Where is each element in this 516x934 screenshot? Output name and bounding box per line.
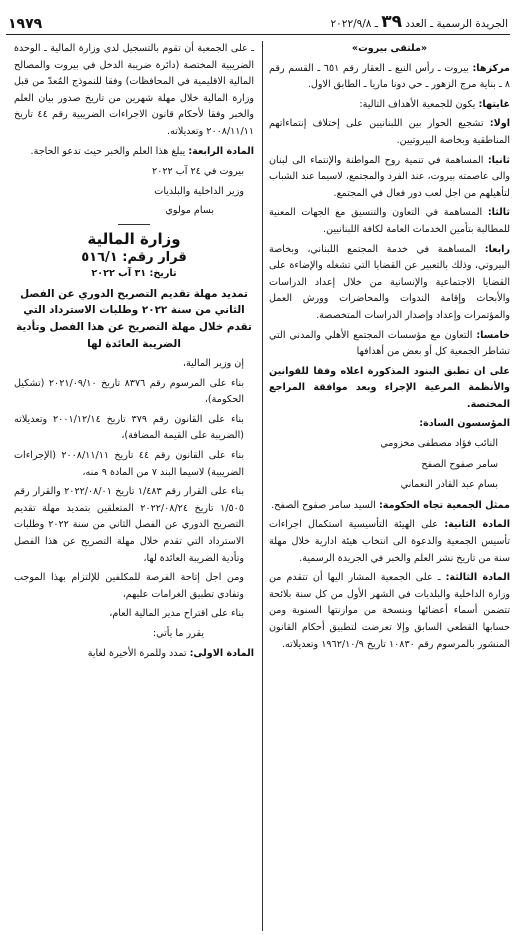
recital: ومن اجل إتاحة الفرصة للمكلفين للإلتزام بهذا الموجب وتفادي تطبيق الغرامات عليهم،: [14, 572, 244, 600]
goal-second-text: المساهمة في تنمية روح المواطنة والإنتماء الى لبنان والى عاصمته بيروت، عند الفرد والمجتمع، لاسيما عند الشباب لتأهيلهم من اجل لعب دور فعال في المجتمع.: [269, 154, 510, 199]
founder-name: النائب فؤاد مصطفى مخزومي: [380, 438, 498, 450]
recital: بناء على المرسوم رقم ٨٣٧٦ تاريخ ٢٠٢١/٠٩/١٠ (تشكيل الحكومة)،: [14, 377, 244, 406]
gazette-issue-info: [331, 12, 508, 32]
issue-date: ـ ٢٠٢٢/٩/٨: [330, 18, 378, 30]
article-one: [14, 646, 254, 663]
gov-rep-paragraph: [269, 498, 510, 515]
decides-line: يقرر ما يأتي:: [152, 628, 204, 639]
compliance-clause: على ان تطبق البنود المذكورة اعلاه وفقا للقوانين والأنظمة المرعية الإجراء وبعد موافقة المراجع المختصة.: [269, 365, 510, 410]
signature-name: بسام مولوي: [165, 205, 214, 217]
page-number: ١٩٧٩: [8, 16, 43, 32]
recital: بناء على القرار رقم ١/٤٨٣ تاريخ ٢٠٢٢/٠٨/٠١ والقرار رقم ١/٥٠٥ تاريخ ٢٠٢٢/٠٨/٢٤ المتعلقين بتمديد مهلة تقديم التصريح الدوري عن الفصل الثاني من سنة ٢٠٢٢ وطلبات الاسترداد التي تقدم خلال مهلة التصريح عن هذا الفصل وتأدية الضريبة العائدة لها،: [14, 486, 244, 564]
goal-first: [269, 116, 510, 149]
issue-number: ٣٩: [381, 12, 402, 32]
goal-second-label: ثانيا:: [487, 154, 510, 166]
gov-rep-text: السيد سامر صفوح الصفح.: [271, 499, 376, 511]
goal-third-label: ثالثا:: [487, 207, 510, 219]
goal-first-text: تشجيع الحوار بين اللبنانيين على إختلاف إنتماءاتهم المناطقية وبخاصة البيروتيين.: [269, 118, 510, 146]
goal-third-text: المساهمة في التعاون والتنسيق مع الجهات المعنية للمطالبة بتأمين الخدمات العامة لكافة اللبنانيين.: [269, 207, 510, 235]
left-column: [14, 41, 262, 931]
hq-text: بيروت ـ رأس النبع ـ العقار رقم ٦٥١ ـ القسم رقم ٨ ـ بناية مرج الزهور ـ حي دونا ماريا ـ الطابق الاول.: [269, 62, 510, 91]
article-three-label: المادة الثالثة:: [445, 572, 510, 584]
association-name: «ملتقى بيروت»: [351, 43, 428, 54]
article-two-text: على الهيئة التأسيسية استكمال اجراءات تأسيس الجمعية والدعوة الى انتخاب هيئة ادارية خلال مهلة سنة من تاريخ نشر العلم والخبر في الجريدة الرسمية.: [269, 519, 510, 564]
hq-paragraph: [269, 61, 510, 94]
goals-label: غايتها:: [478, 98, 510, 110]
decision-number: قرار رقم: ٥١٦/١: [81, 249, 187, 265]
founders-label: المؤسسون السادة:: [419, 418, 510, 430]
page-header: [6, 6, 510, 35]
gov-rep-label: ممثل الجمعية تجاه الحكومة:: [378, 499, 510, 511]
recital: بناء على القانون رقم ٤٤ تاريخ ٢٠٠٨/١١/١١ (الإجراءات الضريبية) لاسيما البند ٧ من المادة ٩ منه،: [14, 450, 244, 478]
founder-name: بسام عبد القادر النعماني: [400, 479, 498, 491]
decision-title: تمديد مهلة تقديم التصريح الدوري عن الفصل الثاني من سنة ٢٠٢٢ وطلبات الاسترداد التي تقدم خلال مهلة التصريح عن هذا الفصل وتأدية الضريبة العائدة لها: [16, 287, 252, 350]
hq-label: مركزها:: [472, 62, 510, 74]
recital: بناء على القانون رقم ٣٧٩ تاريخ ٢٠٠١/١٢/١٤ وتعديلاته (الضريبة على القيمة المضافة)،: [14, 413, 244, 442]
goal-first-label: اولا:: [489, 118, 510, 130]
article-four: [14, 144, 254, 161]
signature-place-date: بيروت في ٢٤ آب ٢٠٢٢: [152, 166, 244, 178]
gazette-name: الجريدة الرسمية ـ العدد: [405, 18, 508, 30]
founder-name: سامر صفوح الصفح: [421, 458, 498, 470]
goals-text: يكون للجمعية الأهداف التالية:: [359, 98, 476, 110]
goal-fifth-text: التعاون مع مؤسسات المجتمع الأهلي والمدني التي تشاطر الجمعية كل أو بعض من أهدافها: [269, 329, 510, 358]
section-divider: [118, 224, 150, 225]
goal-fourth: [269, 242, 510, 325]
article-one-label: المادة الاولى:: [189, 647, 254, 659]
goals-paragraph: [269, 97, 510, 114]
goal-second: [269, 153, 510, 203]
article-three-text: ـ على الجمعية المشار اليها أن تتقدم من وزارة الداخلية والبلديات في الشهر الأول من كل سنة بلائحة تتضمن أسماء أعضائها وبنسخة من موازنتها السنوية ومن حسابها القطعي السابق وإلا تعرضت لتطبيق أحكام القانون المنشور بالمرسوم رقم ١٠٨٣٠ تاريخ ١٩٦٢/١٠/٩ وتعديلاته.: [269, 572, 510, 650]
goal-fourth-label: رابعا:: [484, 243, 510, 255]
goal-fifth: [269, 328, 510, 361]
article-one-text: تمدد وللمرة الأخيرة لغاية: [87, 647, 187, 659]
article-four-text: يبلغ هذا العلم والخبر حيث تدعو الحاجة.: [30, 145, 186, 157]
article-four-label: المادة الرابعة:: [188, 145, 254, 157]
recital: بناء على اقتراح مدير المالية العام،: [109, 608, 244, 620]
article-two: [269, 517, 510, 567]
goal-third: [269, 205, 510, 238]
article-two-label: المادة الثانية:: [444, 519, 510, 531]
ministry-title: وزارة المالية: [87, 229, 181, 248]
signature-title: وزير الداخلية والبلديات: [154, 185, 244, 197]
goal-fifth-label: خامسا:: [476, 329, 510, 341]
decision-date: تاريخ: ٣١ آب ٢٠٢٢: [91, 268, 177, 280]
minister-intro: إن وزير المالية،: [182, 358, 244, 370]
founders-list: [269, 436, 510, 494]
article-three: [269, 570, 510, 653]
right-column: [262, 41, 510, 931]
goal-fourth-text: المساهمة في خدمة المجتمع اللبناني، وبخاصة البيروتي، وذلك بالتعبير عن القضايا التي تشغله والإضاءة على القضايا الاجتماعية والإنسانية من خلال إعداد الدراسات والأبحاث وإقامة الندوات والمحاضرات وورش العمل والمؤتمرات وإعداد وإصدار الدراسات المتخصصة.: [269, 243, 510, 321]
registration-paragraph: ـ على الجمعية أن تقوم بالتسجيل لدى وزارة المالية ـ الوحدة الضريبية المختصة (دائرة ضريبة الدخل في بيروت والمصالح المالية الاقليمية في المحافظات) وفقا للنموذج المُعدّ من قبل وزارة المالية خلال مهلة شهرين من تاريخ صدور بيان العلم والخبر وفقا لأحكام قانون الاجراءات الضريبية رقم ٤٤ تاريخ ٢٠٠٨/١١/١١ وتعديلاته.: [14, 43, 254, 137]
